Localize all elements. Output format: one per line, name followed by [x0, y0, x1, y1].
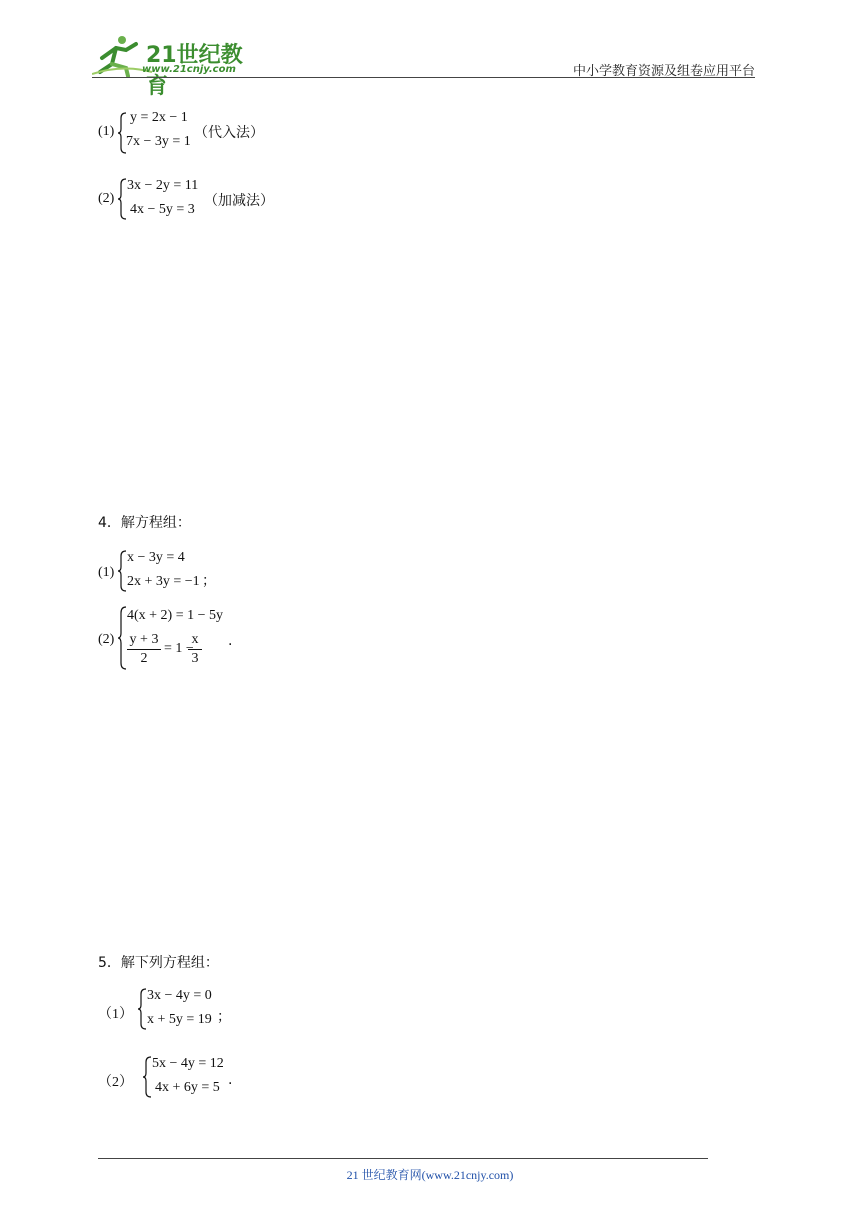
q3-part2-label: (2): [98, 191, 115, 206]
q4-part2-frac1-numerator: y + 3: [129, 632, 159, 647]
footer-site-link[interactable]: 21 世纪教育网(www.21cnjy.com): [346, 1168, 514, 1182]
q3-part2-brace: [117, 178, 127, 220]
q3-part1-label: (1): [98, 124, 115, 139]
q5-part2-end: .: [228, 1072, 233, 1088]
q4-part2-brace: [117, 606, 127, 670]
q4-part2-end: .: [228, 633, 233, 649]
q4-part1-brace: [117, 550, 127, 592]
q4-part2-frac1-denominator: 2: [140, 651, 148, 666]
q4-part1-label: (1): [98, 565, 115, 580]
q4-part1-eq2: 2x + 3y = −1: [127, 574, 200, 589]
q5-part2-brace: [142, 1056, 152, 1098]
q5-part1-eq2: x + 5y = 19: [147, 1012, 212, 1027]
q4-part2-fraction-1: [127, 632, 161, 667]
q3-part1-eq2: 7x − 3y = 1: [126, 134, 191, 149]
q3-part2-eq2: 4x − 5y = 3: [130, 202, 195, 217]
q4-part2-eq1: 4(x + 2) = 1 − 5y: [127, 608, 224, 623]
q3-part1-eq1: y = 2x − 1: [130, 110, 188, 125]
q4-part1-end: ；: [202, 573, 216, 589]
q5-part1-label: （1）: [98, 1007, 133, 1022]
q5-part1-eq1: 3x − 4y = 0: [147, 988, 212, 1003]
q3-part1-method: （代入法）: [194, 125, 264, 141]
q3-part2-method: （加减法）: [204, 193, 274, 209]
site-logo: [92, 34, 262, 99]
logo-url: www.21cnjy.com: [142, 64, 236, 75]
q5-part1-end: ；: [217, 1009, 231, 1025]
q5-part2-eq1: 5x − 4y = 12: [152, 1056, 224, 1071]
q3-part2-eq1: 3x − 2y = 11: [127, 178, 199, 193]
q4-part2-frac2-numerator: x: [191, 632, 199, 647]
q4-part2-mid: = 1 −: [164, 641, 194, 656]
footer-divider: [98, 1158, 708, 1159]
q4-part2-frac2-denominator: 3: [191, 651, 199, 666]
q4-part2-fraction-2: [188, 632, 202, 667]
q4-part2-label: (2): [98, 632, 115, 647]
logo-text: 世纪教育: [146, 43, 243, 99]
header-divider: [92, 77, 755, 78]
logo-number: 21: [146, 43, 177, 68]
q5-part1-brace: [137, 988, 147, 1030]
q5-part2-label: （2）: [98, 1075, 133, 1090]
q5-title: 5．解下列方程组：: [98, 955, 219, 971]
q4-title: 4．解方程组：: [98, 515, 191, 531]
q4-part1-eq1: x − 3y = 4: [127, 550, 185, 565]
header-platform-text: 中小学教育资源及组卷应用平台: [572, 64, 755, 79]
q5-part2-eq2: 4x + 6y = 5: [155, 1080, 220, 1095]
